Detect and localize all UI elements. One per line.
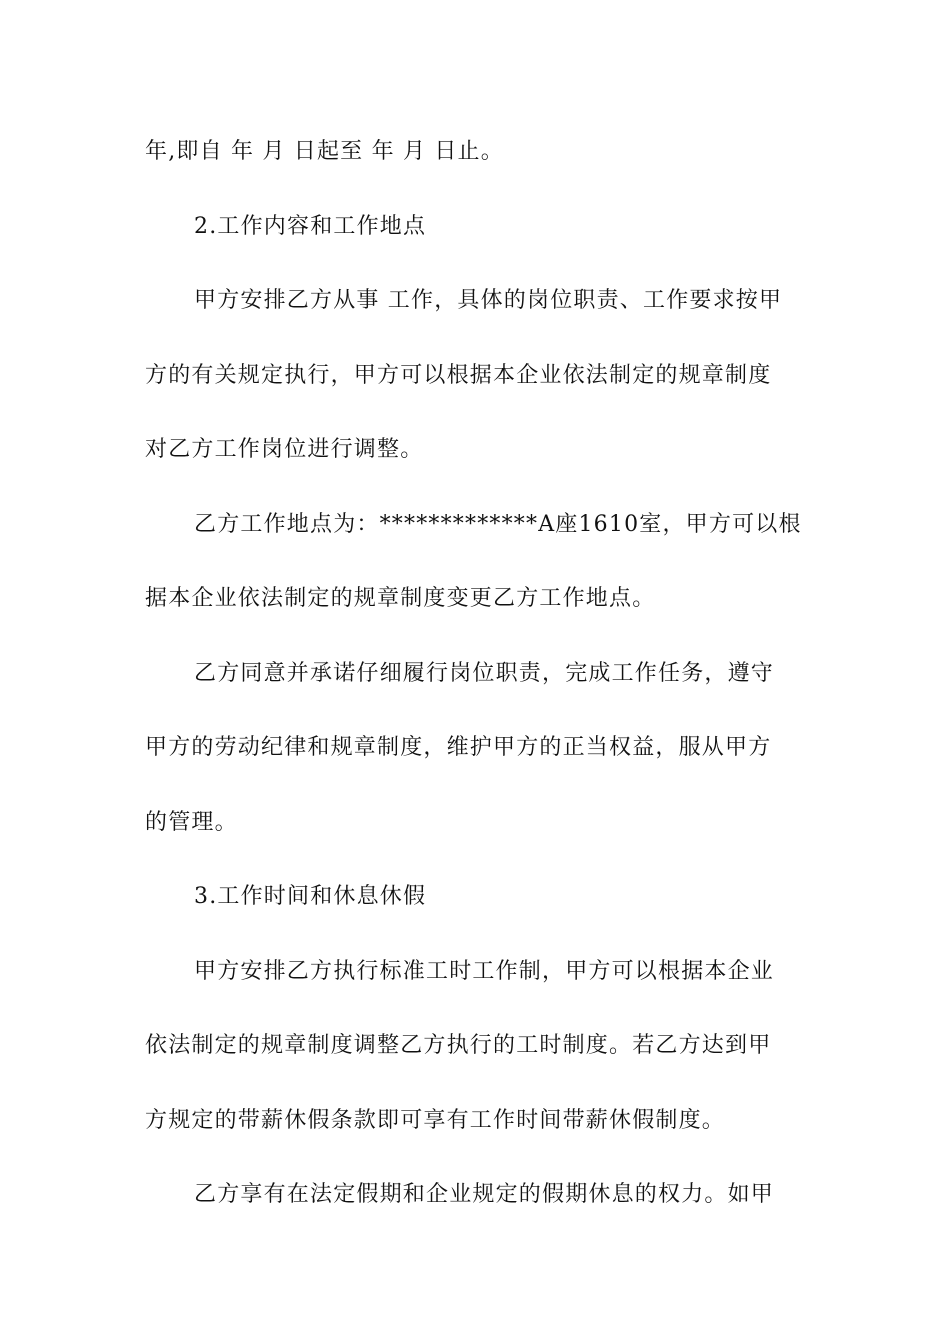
text-line-13: 依法制定的规章制度调整乙方执行的工时制度。若乙方达到甲 — [145, 1033, 772, 1058]
section-heading-work-hours: 3.工作时间和休息休假 — [194, 884, 427, 909]
text-line-8: 乙方同意并承诺仔细履行岗位职责，完成工作任务，遵守 — [194, 660, 775, 686]
text-line-6: 乙方工作地点为：*************A座1610室，甲方可以根 — [194, 511, 802, 537]
text-line-4: 方的有关规定执行，甲方可以根据本企业依法制定的规章制度 — [145, 362, 772, 388]
text-line-10: 的管理。 — [145, 809, 238, 835]
text-line-14: 方规定的带薪休假条款即可享有工作时间带薪休假制度。 — [145, 1107, 726, 1133]
section-heading-work-content: 2.工作内容和工作地点 — [194, 213, 427, 239]
text-line-12: 甲方安排乙方执行标准工时工作制，甲方可以根据本企业 — [194, 958, 775, 984]
text-line-7: 据本企业依法制定的规章制度变更乙方工作地点。 — [145, 586, 656, 611]
text-line-3: 甲方安排乙方从事 工作，具体的岗位职责、工作要求按甲 — [194, 288, 783, 313]
text-line-1: 年,即自 年 月 日起至 年 月 日止。 — [145, 139, 504, 164]
text-line-15: 乙方享有在法定假期和企业规定的假期休息的权力。如甲 — [194, 1182, 775, 1207]
text-line-5: 对乙方工作岗位进行调整。 — [145, 437, 424, 462]
document-body — [145, 132, 810, 1250]
text-line-9: 甲方的劳动纪律和规章制度，维护甲方的正当权益，服从甲方 — [145, 735, 772, 760]
